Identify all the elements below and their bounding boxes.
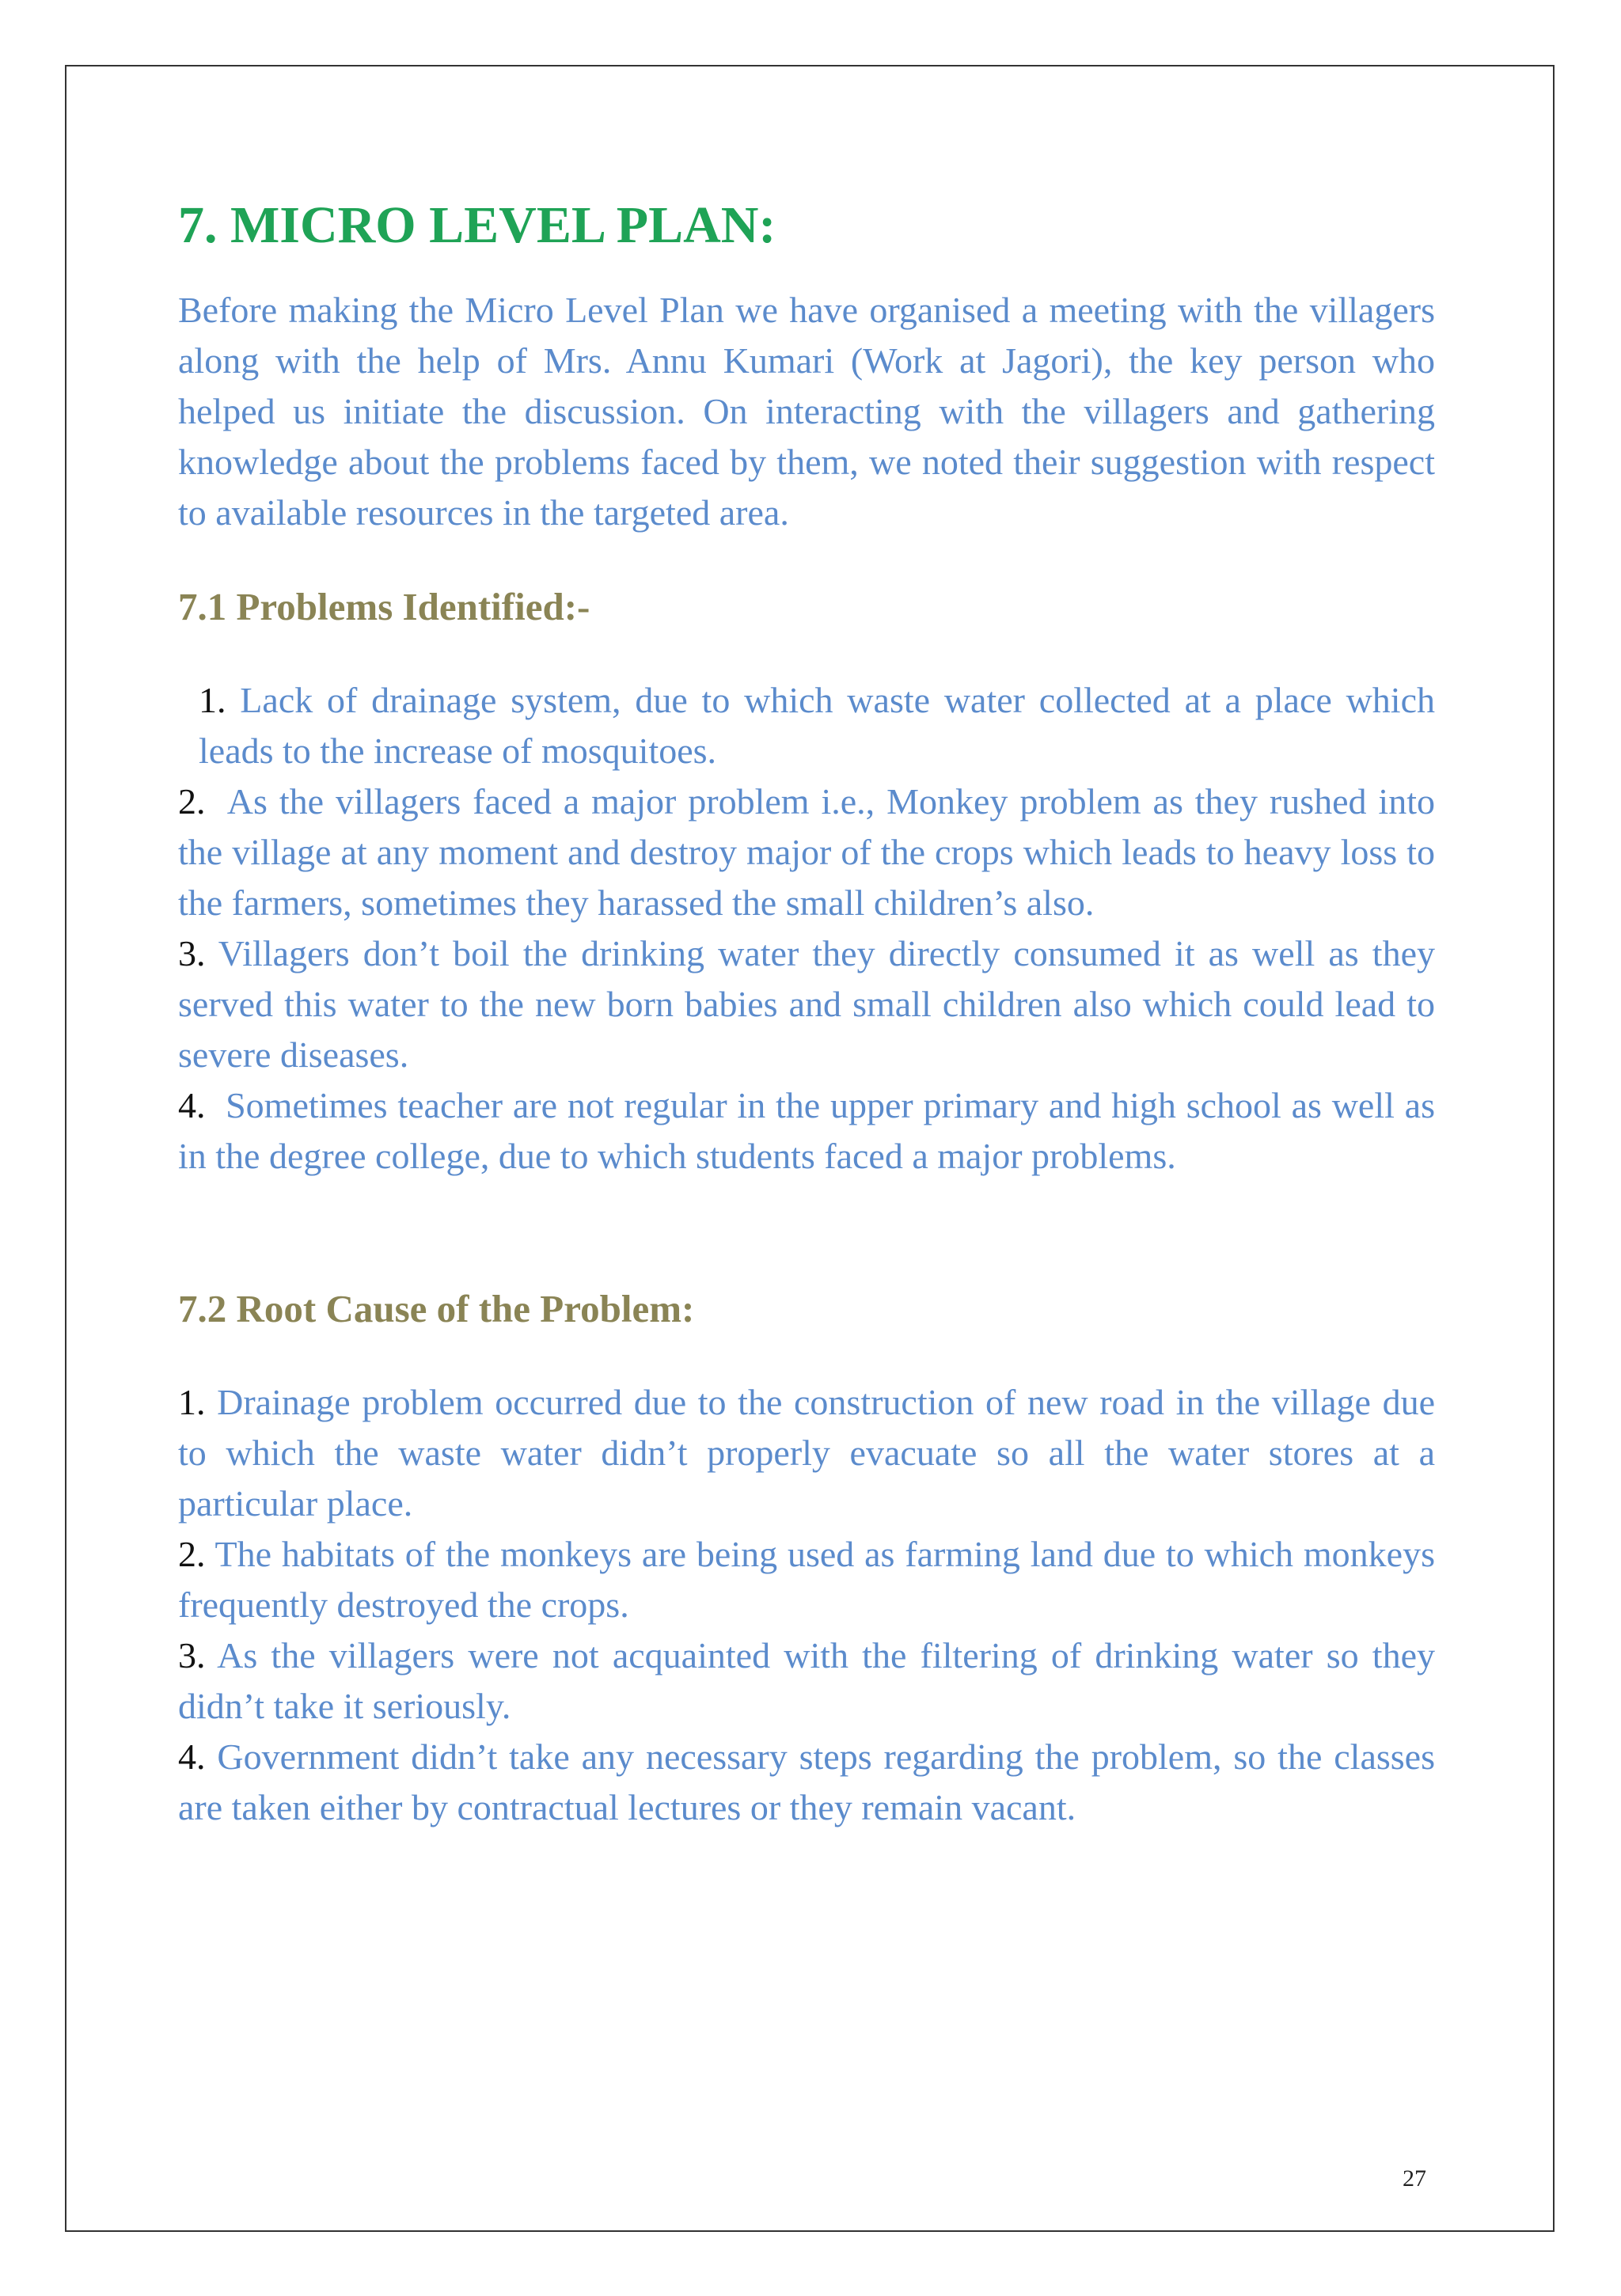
- root-cause-heading: 7.2 Root Cause of the Problem:: [178, 1286, 695, 1330]
- page-number: 27: [1403, 2165, 1426, 2192]
- item-number: 3.: [178, 932, 206, 973]
- list-item: [178, 675, 1435, 776]
- item-text: As the villagers faced a major problem i.e., Monkey problem as they rushed into the village at any moment and destroy major of the crops which leads to heavy loss to the farmers, sometimes they harassed the small children’s also.: [178, 780, 1435, 923]
- list-item: [178, 1630, 1435, 1732]
- item-text: Lack of drainage system, due to which waste water collected at a place which leads to the increase of mosquitoes.: [199, 679, 1435, 771]
- list-item: [178, 1732, 1435, 1833]
- intro-paragraph: Before making the Micro Level Plan we have organised a meeting with the villagers along with the help of Mrs. Annu Kumari (Work at Jagori), the key person who helped us initiate the discussion. On interacting with the villagers and gathering knowledge about the problems faced by them, we noted their suggestion with respect to available resources in the targeted area.: [178, 290, 1435, 533]
- item-number: 1.: [178, 1381, 206, 1422]
- item-number: 2.: [178, 1533, 206, 1574]
- list-item: [178, 1080, 1435, 1182]
- item-number: 4.: [178, 1736, 206, 1777]
- section-title: 7. MICRO LEVEL PLAN:: [178, 196, 776, 254]
- item-text: Sometimes teacher are not regular in the upper primary and high school as well as in the degree college, due to which students faced a major problems.: [178, 1084, 1436, 1176]
- item-text: Villagers don’t boil the drinking water they directly consumed it as well as they served this water to the new born babies and small children also which could lead to severe diseases.: [178, 932, 1435, 1075]
- item-text: Drainage problem occurred due to the construction of new road in the village due to which the waste water didn’t properly evacuate so all the water stores at a particular place.: [178, 1381, 1435, 1524]
- problems-heading: 7.1 Problems Identified:-: [178, 585, 590, 629]
- root-cause-list: [178, 1377, 1435, 1833]
- item-number: 2.: [178, 780, 206, 822]
- list-item: [178, 776, 1435, 928]
- problems-list: [178, 675, 1435, 1182]
- list-item: [178, 928, 1435, 1080]
- item-number: 1.: [199, 679, 226, 720]
- item-number: 4.: [178, 1084, 206, 1125]
- item-text: The habitats of the monkeys are being used as farming land due to which monkeys frequently destroyed the crops.: [178, 1533, 1436, 1625]
- list-item: [178, 1377, 1435, 1529]
- item-text: Government didn’t take any necessary steps regarding the problem, so the classes are taken either by contractual lectures or they remain vacant.: [178, 1736, 1435, 1827]
- item-text: As the villagers were not acquainted with the filtering of drinking water so they didn’t take it seriously.: [178, 1634, 1435, 1726]
- list-item: [178, 1529, 1435, 1630]
- document-body: [178, 194, 1435, 1833]
- item-number: 3.: [178, 1634, 206, 1676]
